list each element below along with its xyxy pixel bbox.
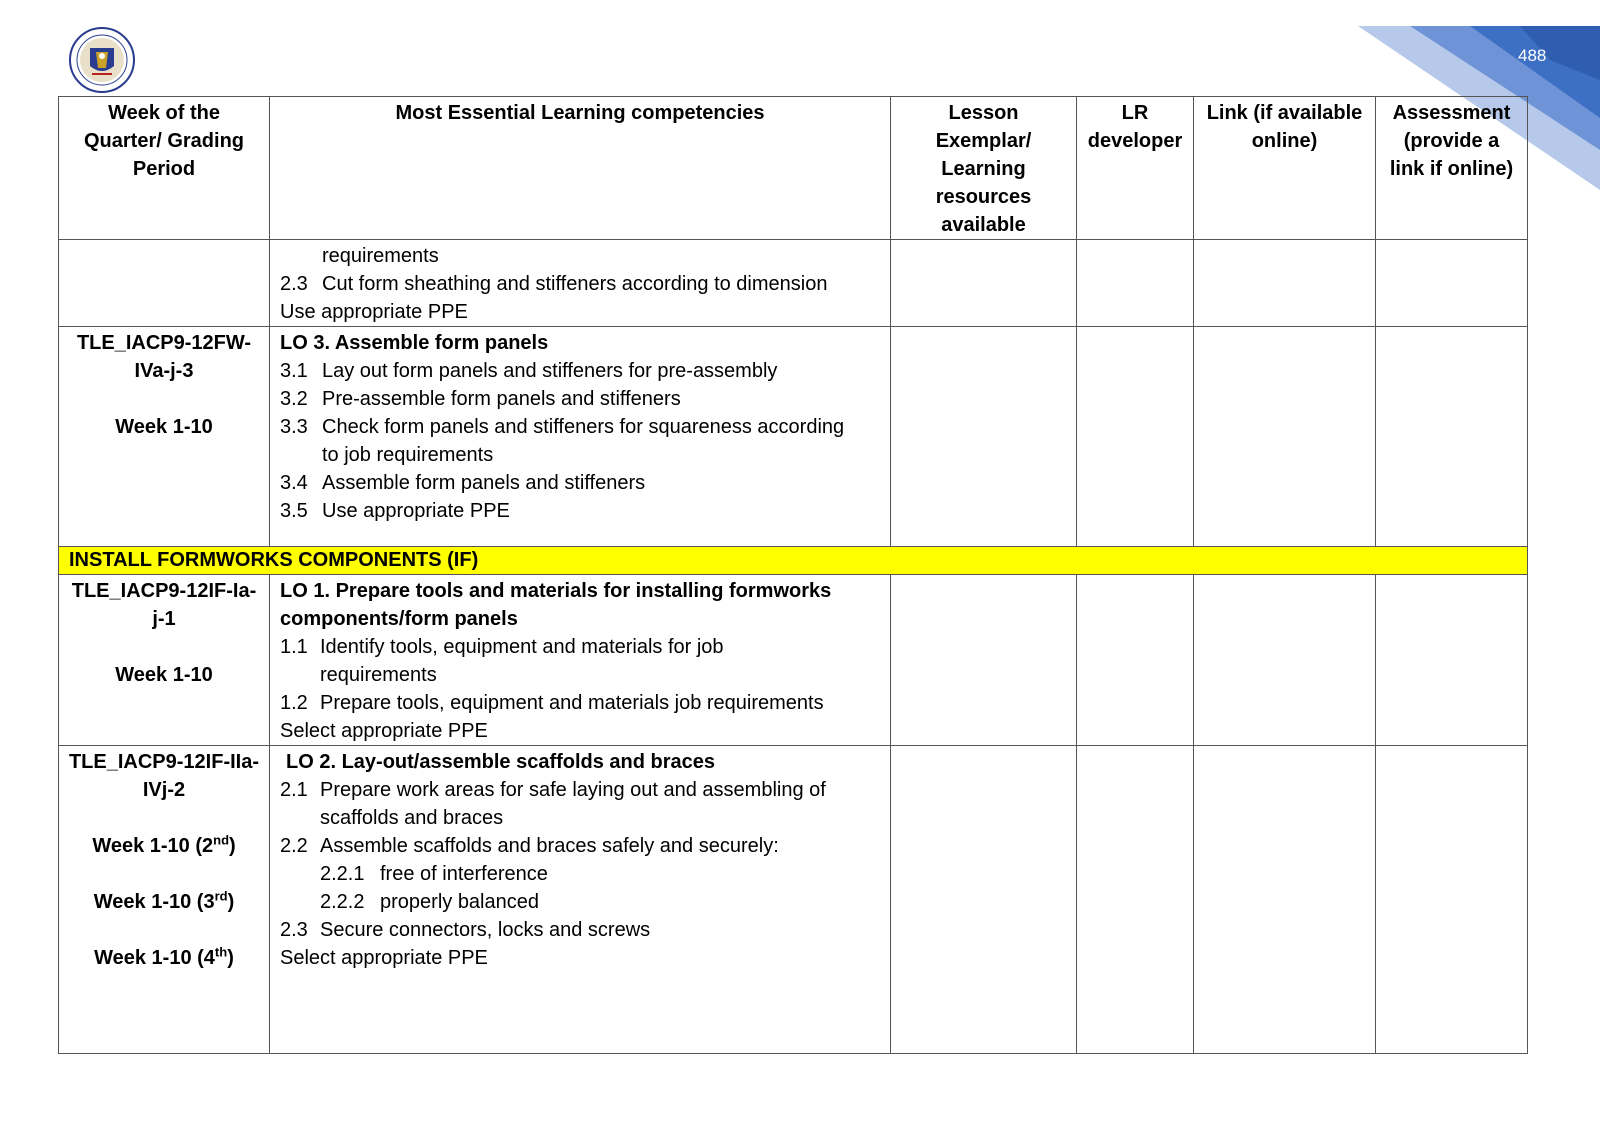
item-number: 1.1 (280, 636, 308, 658)
competency-item (280, 689, 882, 717)
item-text: Secure connectors, locks and screws (320, 919, 651, 941)
competency-continuation: scaffolds and braces (320, 807, 504, 829)
competency-item (280, 385, 882, 413)
week-cell (59, 240, 270, 327)
table-row (59, 746, 1528, 1054)
competency-item (280, 270, 882, 298)
week-label: Week 1-10 (4th) (94, 944, 234, 969)
link-cell (1194, 240, 1376, 327)
competency-subitem (280, 888, 882, 916)
competency-continuation: requirements (322, 245, 439, 267)
col-header-link: Link (if available online) (1194, 97, 1376, 240)
competency-code: TLE_IACP9-12FW-IVa-j-3 (76, 332, 252, 382)
competency-item (280, 633, 882, 661)
item-text: properly balanced (380, 891, 539, 913)
competency-cell (270, 746, 891, 1054)
week-label: Week 1-10 (3rd) (93, 888, 235, 913)
item-text: Use appropriate PPE (322, 500, 510, 522)
table-row (59, 240, 1528, 327)
assessment-cell (1376, 575, 1528, 746)
lr-cell (1077, 575, 1194, 746)
table-row (59, 327, 1528, 547)
link-cell (1194, 327, 1376, 547)
link-cell (1194, 746, 1376, 1054)
item-text: Prepare tools, equipment and materials job requirements (320, 692, 824, 714)
col-header-assessment: Assessment (provide a link if online) (1376, 97, 1528, 240)
competency-cell (270, 240, 891, 327)
col-header-competencies: Most Essential Learning competencies (270, 97, 891, 240)
lesson-cell (891, 327, 1077, 547)
competency-subitem (280, 860, 882, 888)
col-header-week: Week of the Quarter/ Grading Period (59, 97, 270, 240)
item-text: Check form panels and stiffeners for squareness according (322, 416, 845, 438)
item-text: Pre-assemble form panels and stiffeners (322, 388, 681, 410)
ppe-text: Select appropriate PPE (280, 720, 488, 742)
ppe-text: Select appropriate PPE (280, 947, 488, 969)
assessment-cell (1376, 746, 1528, 1054)
competency-continuation: requirements (320, 664, 437, 686)
section-row (59, 547, 1528, 575)
week-label: Week 1-10 (115, 664, 213, 686)
week-cell (59, 327, 270, 547)
item-text: Assemble scaffolds and braces safely and securely: (320, 835, 779, 857)
lo-title: LO 3. Assemble form panels (280, 332, 549, 354)
lesson-cell (891, 240, 1077, 327)
item-number: 3.2 (280, 388, 308, 410)
competency-continuation: to job requirements (322, 444, 494, 466)
link-cell (1194, 575, 1376, 746)
competency-code: TLE_IACP9-12IF-Ia-j-1 (71, 580, 257, 630)
item-number: 2.3 (280, 273, 308, 295)
item-number: 2.2.2 (320, 891, 365, 913)
item-text: free of interference (380, 863, 548, 885)
lo-title: LO 2. Lay-out/assemble scaffolds and braces (286, 751, 716, 773)
section-title: INSTALL FORMWORKS COMPONENTS (IF) (59, 547, 1528, 575)
item-number: 1.2 (280, 692, 308, 714)
item-number: 3.4 (280, 472, 308, 494)
col-header-lr-developer: LR developer (1077, 97, 1194, 240)
competency-item (280, 497, 882, 525)
week-label: Week 1-10 (2nd) (92, 832, 236, 857)
deped-seal-icon (68, 26, 136, 94)
item-number: 2.2.1 (320, 863, 365, 885)
item-number: 3.5 (280, 500, 308, 522)
assessment-cell (1376, 327, 1528, 547)
lr-cell (1077, 746, 1194, 1054)
week-cell (59, 746, 270, 1054)
competency-item (280, 832, 882, 860)
item-text: Assemble form panels and stiffeners (322, 472, 646, 494)
item-number: 2.3 (280, 919, 308, 941)
lesson-cell (891, 746, 1077, 1054)
competency-item (280, 413, 882, 441)
header-row (59, 97, 1528, 240)
item-number: 2.2 (280, 835, 308, 857)
item-text: Identify tools, equipment and materials for job (320, 636, 724, 658)
item-text: Prepare work areas for safe laying out and assembling of (320, 779, 826, 801)
lr-cell (1077, 327, 1194, 547)
lr-cell (1077, 240, 1194, 327)
competency-cell (270, 327, 891, 547)
ppe-text: Use appropriate PPE (280, 301, 468, 323)
item-text: Cut form sheathing and stiffeners according to dimension (322, 273, 828, 295)
competency-item (280, 916, 882, 944)
week-label: Week 1-10 (115, 416, 213, 438)
lesson-cell (891, 575, 1077, 746)
competency-cell (270, 575, 891, 746)
week-cell (59, 575, 270, 746)
table-row (59, 575, 1528, 746)
competency-code: TLE_IACP9-12IF-IIa-IVj-2 (68, 751, 260, 801)
lo-title: LO 1. Prepare tools and materials for installing formworks components/form panels (280, 580, 832, 630)
page-number: 488 (1518, 46, 1547, 65)
competency-item (280, 357, 882, 385)
melc-table (58, 96, 1528, 1054)
item-number: 2.1 (280, 779, 308, 801)
competency-item (280, 469, 882, 497)
item-text: Lay out form panels and stiffeners for pre-assembly (322, 360, 778, 382)
col-header-lesson-exemplar: Lesson Exemplar/ Learning resources available (891, 97, 1077, 240)
competency-item (280, 776, 882, 804)
item-number: 3.1 (280, 360, 308, 382)
item-number: 3.3 (280, 416, 308, 438)
assessment-cell (1376, 240, 1528, 327)
